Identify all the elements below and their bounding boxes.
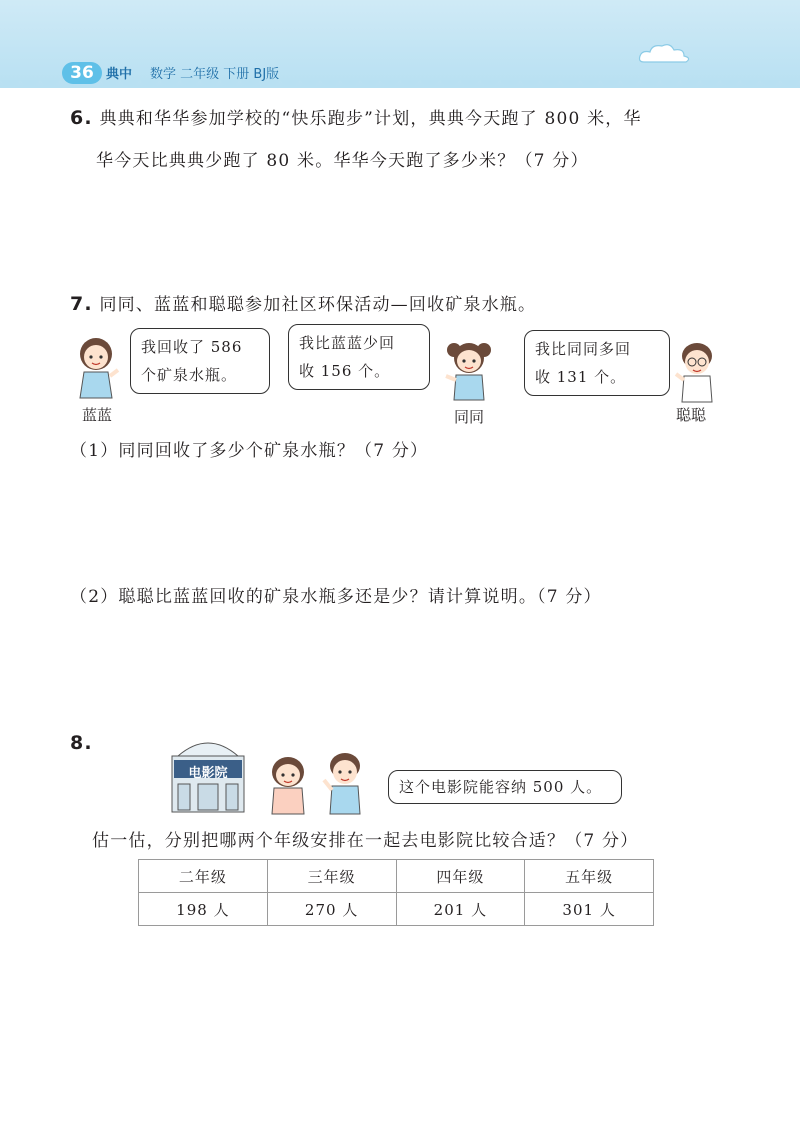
boy-illustration bbox=[320, 750, 370, 816]
boy-congcong-illustration bbox=[674, 340, 720, 404]
name-lanlan: 蓝蓝 bbox=[82, 406, 113, 424]
bubble-congcong-line1: 我比同同多回 bbox=[535, 340, 632, 358]
bubble-tongtong-line1: 我比蓝蓝少回 bbox=[299, 334, 396, 352]
question-7 bbox=[70, 290, 536, 315]
speech-bubble-cinema: 这个电影院能容纳 500 人。 bbox=[388, 770, 622, 804]
question-8-text: 估一估，分别把哪两个年级安排在一起去电影院比较合适？（7 分） bbox=[92, 831, 639, 851]
speech-bubble-congcong bbox=[524, 330, 670, 396]
cinema-illustration bbox=[168, 730, 248, 814]
book-title: 数学 二年级 下册 BJ版 bbox=[150, 67, 280, 82]
cloud-icon bbox=[636, 40, 696, 66]
bubble-lanlan-line2: 个矿泉水瓶。 bbox=[141, 366, 238, 384]
table-header-row bbox=[139, 860, 654, 893]
cinema-sign: 电影院 bbox=[188, 766, 228, 781]
page-number: 36 bbox=[62, 62, 102, 84]
table-cell: 301 人 bbox=[525, 893, 654, 926]
table-cell: 198 人 bbox=[139, 893, 268, 926]
brand-logo: 典中 bbox=[106, 67, 133, 82]
question-7-sub2: （2）聪聪比蓝蓝回收的矿泉水瓶多还是少？请计算说明。（7 分） bbox=[70, 587, 602, 607]
name-congcong: 聪聪 bbox=[676, 406, 707, 424]
speech-bubble-tongtong bbox=[288, 324, 430, 390]
speech-bubble-lanlan bbox=[130, 328, 270, 394]
girl-lanlan-illustration bbox=[74, 336, 120, 402]
bubble-tongtong-line2: 收 156 个。 bbox=[299, 362, 391, 380]
girl-tongtong-illustration bbox=[444, 338, 494, 404]
table-cell: 201 人 bbox=[396, 893, 525, 926]
question-6-line2: 华今天比典典少跑了 80 米。华华今天跑了多少米？（7 分） bbox=[96, 151, 589, 171]
question-7-number: 7. bbox=[70, 293, 93, 315]
table-cell: 270 人 bbox=[267, 893, 396, 926]
grades-table bbox=[138, 859, 654, 926]
question-7-intro: 同同、蓝蓝和聪聪参加社区环保活动—回收矿泉水瓶。 bbox=[99, 295, 537, 315]
question-6-number: 6. bbox=[70, 107, 93, 129]
table-header-cell: 五年级 bbox=[525, 860, 654, 893]
header-wave bbox=[0, 80, 800, 94]
question-8-number: 8. bbox=[70, 732, 93, 754]
question-6 bbox=[70, 104, 642, 129]
table-header-cell: 二年级 bbox=[139, 860, 268, 893]
table-header-cell: 三年级 bbox=[267, 860, 396, 893]
question-6-line1: 典典和华华参加学校的“快乐跑步”计划，典典今天跑了 800 米，华 bbox=[99, 109, 642, 129]
bubble-lanlan-line1: 我回收了 586 bbox=[141, 338, 243, 356]
table-row bbox=[139, 893, 654, 926]
name-tongtong: 同同 bbox=[454, 408, 485, 426]
table-header-cell: 四年级 bbox=[396, 860, 525, 893]
bubble-congcong-line2: 收 131 个。 bbox=[535, 368, 627, 386]
girl-illustration bbox=[266, 754, 310, 816]
question-7-sub1: （1）同同回收了多少个矿泉水瓶？（7 分） bbox=[70, 441, 429, 461]
